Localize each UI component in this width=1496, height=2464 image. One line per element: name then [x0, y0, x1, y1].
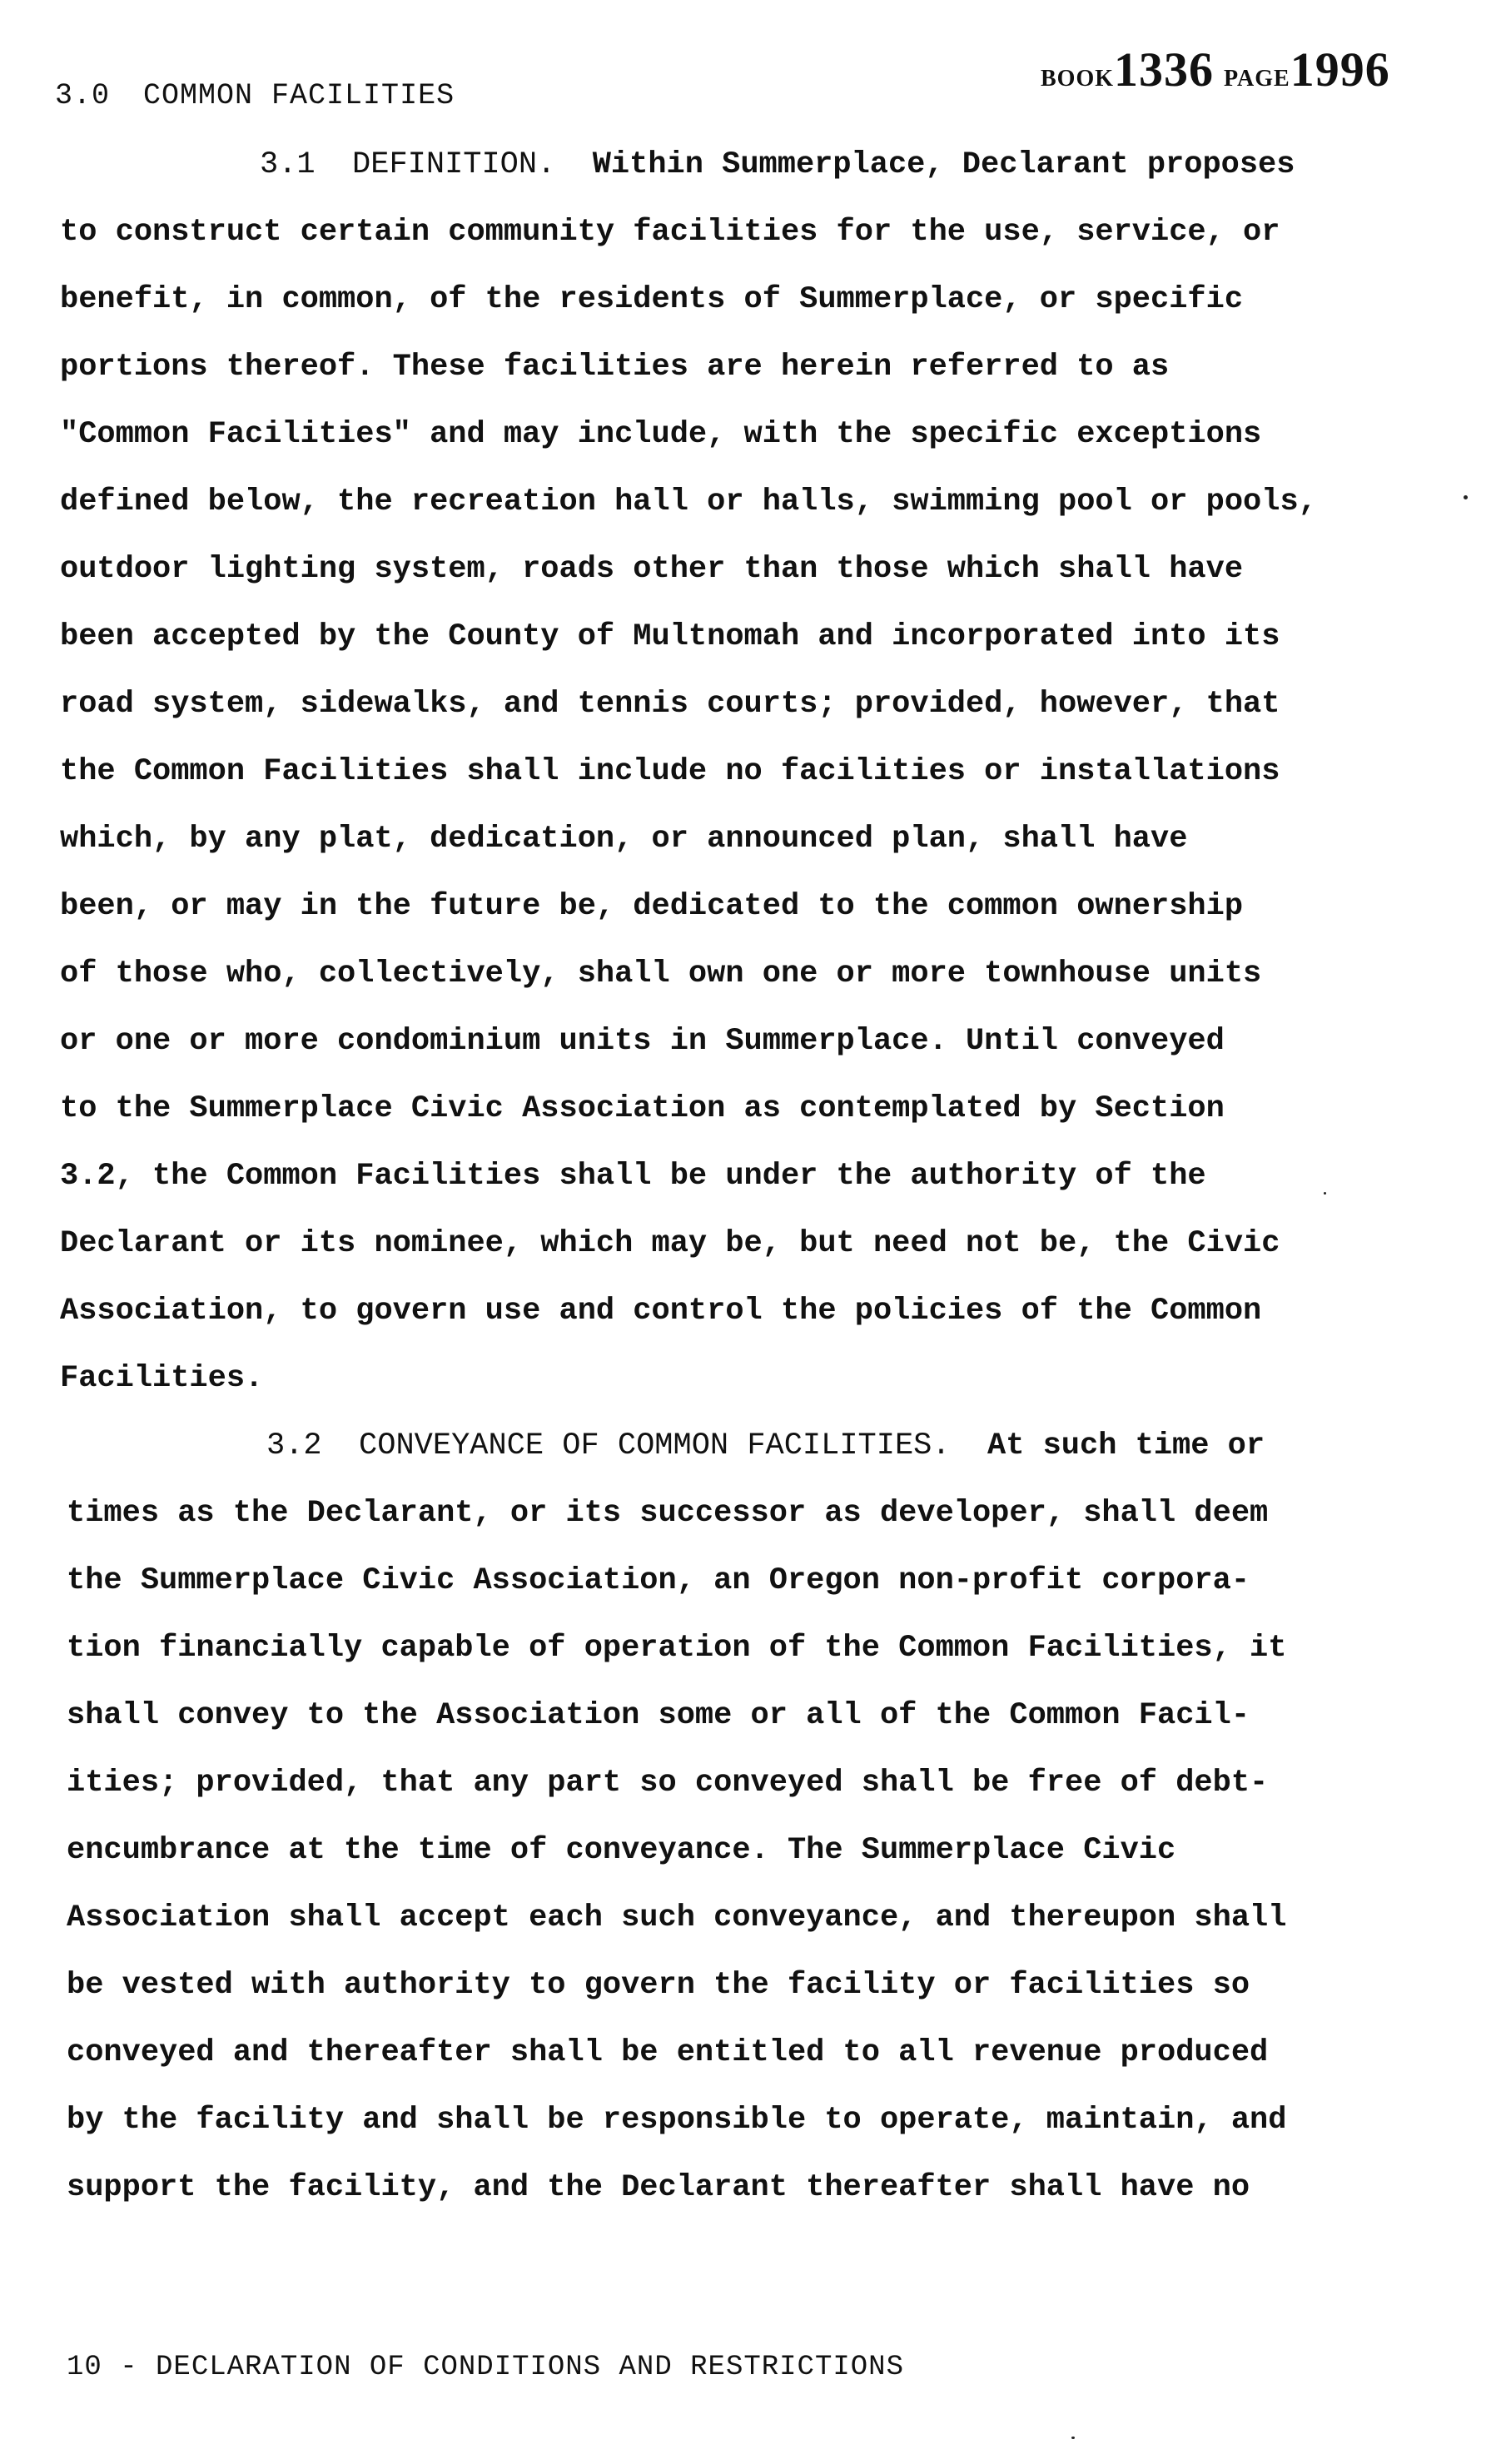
text-line: portions thereof. These facilities are herein referred to as: [60, 350, 1170, 385]
page-label: PAGE: [1224, 66, 1290, 92]
text-line: ities; provided, that any part so conveyed shall be free of debt-: [67, 1766, 1269, 1801]
text-line: 3.2, the Common Facilities shall be under the authority of the: [60, 1159, 1206, 1194]
text-line: be vested with authority to govern the facility or facilities so: [67, 1968, 1250, 2003]
book-label: BOOK: [1041, 66, 1115, 92]
text-line: tion financially capable of operation of the Common Facilities, it: [67, 1631, 1287, 1666]
paragraph-first-line: [60, 132, 1442, 199]
text-line: of those who, collectively, shall own one or more townhouse units: [60, 956, 1262, 991]
section-number: 3.0: [55, 79, 111, 112]
section-heading: [55, 79, 455, 112]
text-line: by the facility and shall be responsible to operate, maintain, and: [67, 2103, 1287, 2138]
scan-speck: [1071, 2437, 1075, 2439]
page-number: 1996: [1290, 42, 1390, 97]
text-line: support the facility, and the Declarant thereafter shall have no: [67, 2170, 1250, 2205]
text-line: Association, to govern use and control the policies of the Common: [60, 1294, 1262, 1329]
footer-page-number: 10: [67, 2352, 102, 2383]
paragraph-heading: DEFINITION.: [352, 147, 556, 182]
footer-separator: -: [120, 2352, 138, 2383]
text-line: been accepted by the County of Multnomah and incorporated into its: [60, 619, 1280, 654]
recorder-stamp: [1041, 42, 1400, 97]
paragraph-heading: CONVEYANCE OF COMMON FACILITIES.: [359, 1428, 951, 1463]
text-line: times as the Declarant, or its successor as developer, shall deem: [67, 1496, 1269, 1531]
text-line: been, or may in the future be, dedicated to the common ownership: [60, 889, 1244, 924]
text-line: the Common Facilities shall include no facilities or installations: [60, 754, 1280, 789]
paragraph-3-2: [67, 1413, 1449, 2222]
text-line: Within Summerplace, Declarant proposes: [592, 147, 1295, 182]
text-line: road system, sidewalks, and tennis courts; provided, however, that: [60, 687, 1280, 722]
scan-speck: [1324, 1192, 1326, 1195]
text-line: outdoor lighting system, roads other than those which shall have: [60, 552, 1244, 587]
text-line: to the Summerplace Civic Association as contemplated by Section: [60, 1091, 1225, 1126]
text-line: defined below, the recreation hall or halls, swimming pool or pools,: [60, 484, 1317, 519]
text-line: "Common Facilities" and may include, with the specific exceptions: [60, 417, 1262, 452]
text-line: encumbrance at the time of conveyance. The Summerplace Civic: [67, 1833, 1176, 1868]
text-line: benefit, in common, of the residents of Summerplace, or specific: [60, 282, 1244, 317]
book-number: 1336: [1114, 42, 1215, 97]
footer-title: DECLARATION OF CONDITIONS AND RESTRICTIONS: [156, 2352, 904, 2383]
text-line: Facilities.: [60, 1361, 264, 1396]
paragraph-3-1: [60, 132, 1442, 1413]
paragraph-first-line: [67, 1413, 1449, 1480]
text-line: which, by any plat, dedication, or announced plan, shall have: [60, 822, 1188, 857]
text-line: to construct certain community facilities for the use, service, or: [60, 215, 1280, 250]
page-footer: [67, 2352, 904, 2383]
text-line: Association shall accept each such conveyance, and thereupon shall: [67, 1900, 1287, 1935]
paragraph-number: 3.2: [266, 1428, 322, 1463]
text-line: or one or more condominium units in Summerplace. Until conveyed: [60, 1024, 1225, 1059]
text-line: the Summerplace Civic Association, an Oregon non-profit corpora-: [67, 1563, 1250, 1598]
text-line: shall convey to the Association some or all of the Common Facil-: [67, 1698, 1250, 1733]
scan-speck: [1464, 495, 1468, 499]
paragraph-number: 3.1: [260, 147, 316, 182]
text-line: At such time or: [987, 1428, 1265, 1463]
text-line: Declarant or its nominee, which may be, but need not be, the Civic: [60, 1226, 1280, 1261]
text-line: conveyed and thereafter shall be entitled to all revenue produced: [67, 2035, 1269, 2070]
section-title: COMMON FACILITIES: [143, 79, 455, 112]
